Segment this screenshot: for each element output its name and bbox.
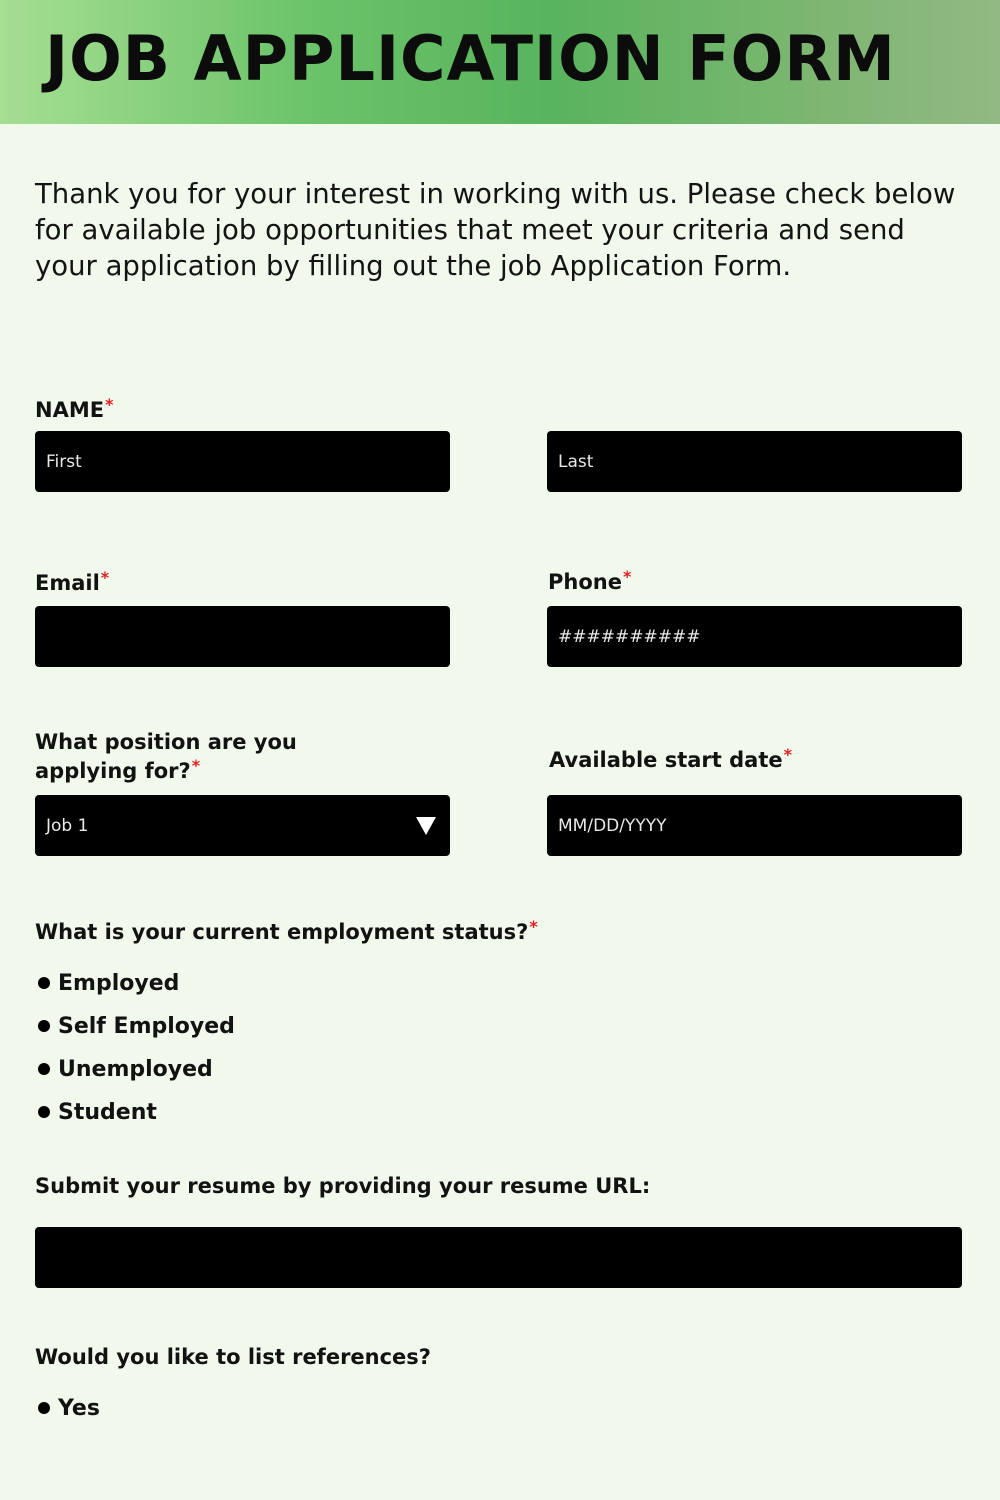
position-select[interactable]: Job 1	[35, 795, 450, 856]
dropdown-arrow-icon	[416, 817, 436, 835]
position-label: What position are you applying for?*	[35, 730, 297, 783]
radio-dot-icon	[38, 1063, 50, 1075]
email-input[interactable]	[35, 606, 450, 667]
radio-references-yes[interactable]: Yes	[38, 1393, 100, 1423]
resume-label: Submit your resume by providing your resume URL:	[35, 1174, 651, 1198]
employment-status-label: What is your current employment status?*	[35, 917, 538, 944]
email-label: Email*	[35, 568, 110, 595]
required-asterisk: *	[622, 567, 632, 586]
first-name-input[interactable]: First	[35, 431, 450, 492]
header-banner	[0, 0, 1000, 124]
radio-employed[interactable]: Employed	[38, 968, 179, 998]
phone-label: Phone*	[548, 567, 632, 594]
start-date-label: Available start date*	[549, 745, 792, 772]
radio-dot-icon	[38, 1020, 50, 1032]
radio-unemployed[interactable]: Unemployed	[38, 1054, 213, 1084]
required-asterisk: *	[529, 917, 538, 936]
required-asterisk: *	[783, 745, 792, 764]
page-title: JOB APPLICATION FORM	[45, 22, 896, 95]
required-asterisk: *	[191, 756, 201, 775]
resume-url-input[interactable]	[35, 1227, 962, 1288]
radio-dot-icon	[38, 977, 50, 989]
phone-input[interactable]: ##########	[547, 606, 962, 667]
references-label: Would you like to list references?	[35, 1345, 431, 1369]
last-name-input[interactable]: Last	[547, 431, 962, 492]
radio-self-employed[interactable]: Self Employed	[38, 1011, 235, 1041]
intro-text: Thank you for your interest in working with us. Please check below for available job opportunities that meet your criteria and send your application by filling out the job Application Form.	[35, 178, 956, 282]
required-asterisk: *	[100, 568, 110, 587]
radio-dot-icon	[38, 1106, 50, 1118]
start-date-input[interactable]: MM/DD/YYYY	[547, 795, 962, 856]
name-label: NAME*	[35, 395, 114, 422]
required-asterisk: *	[105, 395, 114, 414]
radio-student[interactable]: Student	[38, 1097, 157, 1127]
radio-dot-icon	[38, 1402, 50, 1414]
